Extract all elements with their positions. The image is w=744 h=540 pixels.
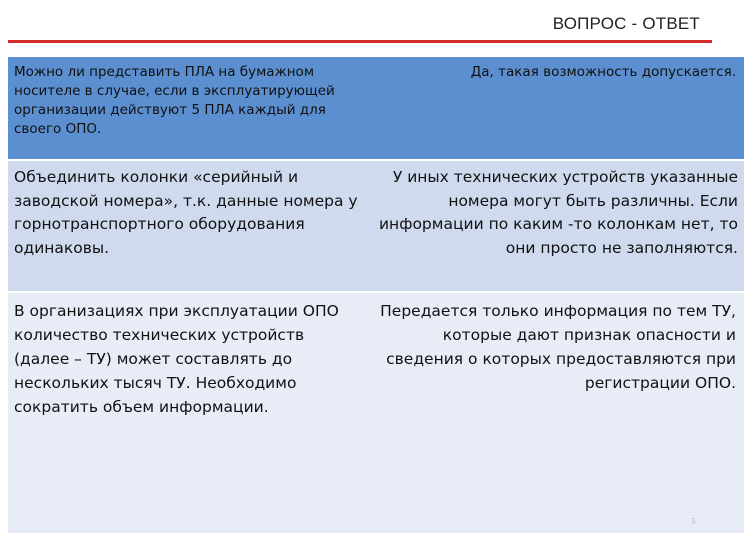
answer-cell: Да, такая возможность допускается. [369, 57, 744, 160]
page-number: 5 [691, 517, 696, 526]
question-cell: В организациях при эксплуатации ОПО количество технических устройств (далее – ТУ) может составлять до нескольких тысяч ТУ. Необходимо сократить объем информации. [8, 292, 369, 534]
table-row [8, 160, 744, 292]
question-cell: Объединить колонки «серийный и заводской номера», т.к. данные номера у горнотранспортного оборудования одинаковы. [8, 160, 369, 292]
table-row [8, 292, 744, 534]
table-row [8, 57, 744, 160]
slide-title: ВОПРОС - ОТВЕТ [552, 14, 700, 33]
title-underline [8, 40, 712, 43]
qa-table [8, 57, 744, 535]
answer-cell: Передается только информация по тем ТУ, которые дают признак опасности и сведения о которых предоставляются при регистрации ОПО. [369, 292, 744, 534]
answer-cell: У иных технических устройств указанные номера могут быть различны. Если информации по каким -то колонкам нет, то они просто не заполняются. [369, 160, 744, 292]
question-cell: Можно ли представить ПЛА на бумажном носителе в случае, если в эксплуатирующей организации действуют 5 ПЛА каждый для своего ОПО. [8, 57, 369, 160]
